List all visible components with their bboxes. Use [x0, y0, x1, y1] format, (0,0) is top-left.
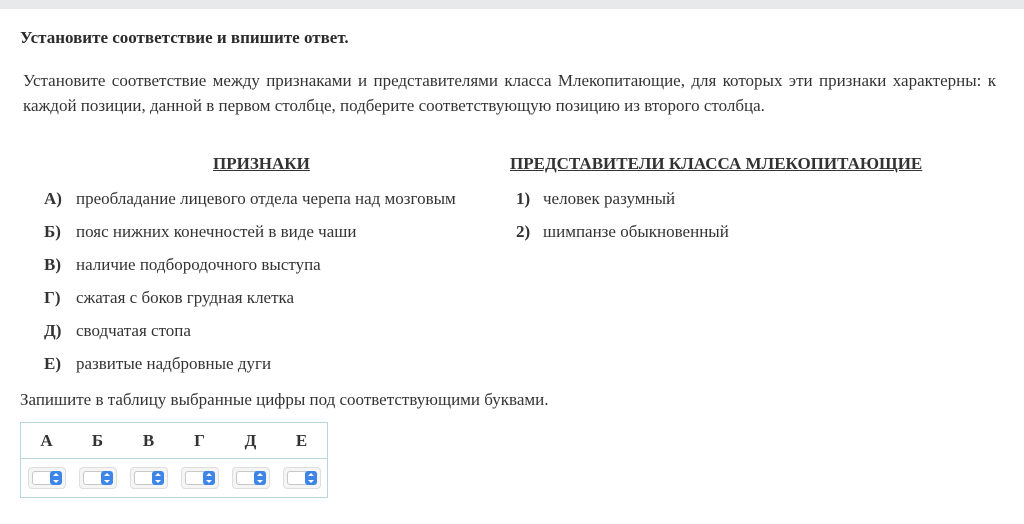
- representative-text: шимпанзе обыкновенный: [543, 222, 729, 241]
- answer-letter-a: А: [21, 423, 73, 459]
- representative-text: человек разумный: [543, 189, 676, 208]
- features-list: [44, 189, 456, 387]
- feature-text: наличие подбородочного выступа: [76, 255, 321, 274]
- representative-number: 1): [516, 189, 531, 208]
- representative-item-2: [516, 222, 729, 255]
- answer-letter-g: Г: [174, 423, 225, 459]
- feature-text: пояс нижних конечностей в виде чаши: [76, 222, 357, 241]
- answer-select-d[interactable]: [232, 467, 270, 489]
- left-column-heading: ПРИЗНАКИ: [213, 154, 310, 173]
- answer-cell: [276, 459, 328, 498]
- answer-letter-v: В: [123, 423, 174, 459]
- answer-select-a[interactable]: [28, 467, 66, 489]
- select-field[interactable]: [134, 471, 164, 485]
- task-intro: Установите соответствие между признаками и представителями класса Млекопитающие, для которых эти признаки характерны: к каждой позиции, данной в первом столбце, подберите соответствующую позицию из второго столбца.: [23, 71, 996, 115]
- answer-cell: [225, 459, 276, 498]
- select-arrows-icon[interactable]: [305, 471, 317, 485]
- top-bar: [0, 0, 1024, 9]
- representative-item-1: [516, 189, 729, 222]
- select-field[interactable]: [236, 471, 266, 485]
- answer-cell: [21, 459, 73, 498]
- feature-text: сводчатая стопа: [76, 321, 191, 340]
- feature-letter: Г): [44, 288, 61, 307]
- task-title: Установите соответствие и впишите ответ.: [20, 28, 349, 47]
- feature-letter: Д): [44, 321, 62, 340]
- select-arrows-icon[interactable]: [203, 471, 215, 485]
- answer-table: [20, 422, 328, 498]
- feature-item-e: [44, 354, 456, 387]
- feature-letter: Б): [44, 222, 61, 241]
- select-field[interactable]: [32, 471, 62, 485]
- feature-item-v: [44, 255, 456, 288]
- feature-item-a: [44, 189, 456, 222]
- select-field[interactable]: [83, 471, 113, 485]
- select-arrows-icon[interactable]: [152, 471, 164, 485]
- answer-letter-e: Е: [276, 423, 328, 459]
- feature-item-g: [44, 288, 456, 321]
- feature-text: развитые надбровные дуги: [76, 354, 272, 373]
- select-field[interactable]: [185, 471, 215, 485]
- feature-letter: Е): [44, 354, 61, 373]
- answer-cell: [123, 459, 174, 498]
- answer-select-row: [21, 459, 328, 498]
- answer-select-b[interactable]: [79, 467, 117, 489]
- select-arrows-icon[interactable]: [50, 471, 62, 485]
- answer-select-e[interactable]: [283, 467, 321, 489]
- select-arrows-icon[interactable]: [254, 471, 266, 485]
- answer-instruction: Запишите в таблицу выбранные цифры под соответствующими буквами.: [20, 390, 549, 409]
- representatives-list: [516, 189, 729, 255]
- representative-number: 2): [516, 222, 531, 241]
- answer-letter-d: Д: [225, 423, 276, 459]
- feature-letter: А): [44, 189, 62, 208]
- feature-text: сжатая с боков грудная клетка: [76, 288, 295, 307]
- right-column-heading: ПРЕДСТАВИТЕЛИ КЛАССА МЛЕКОПИТАЮЩИЕ: [510, 154, 923, 173]
- feature-item-d: [44, 321, 456, 354]
- answer-letter-b: Б: [72, 423, 123, 459]
- answer-select-g[interactable]: [181, 467, 219, 489]
- feature-item-b: [44, 222, 456, 255]
- answer-cell: [174, 459, 225, 498]
- select-field[interactable]: [287, 471, 317, 485]
- feature-letter: В): [44, 255, 61, 274]
- feature-text: преобладание лицевого отдела черепа над мозговым: [76, 189, 456, 208]
- select-arrows-icon[interactable]: [101, 471, 113, 485]
- answer-header-row: [21, 423, 328, 459]
- answer-select-v[interactable]: [130, 467, 168, 489]
- answer-cell: [72, 459, 123, 498]
